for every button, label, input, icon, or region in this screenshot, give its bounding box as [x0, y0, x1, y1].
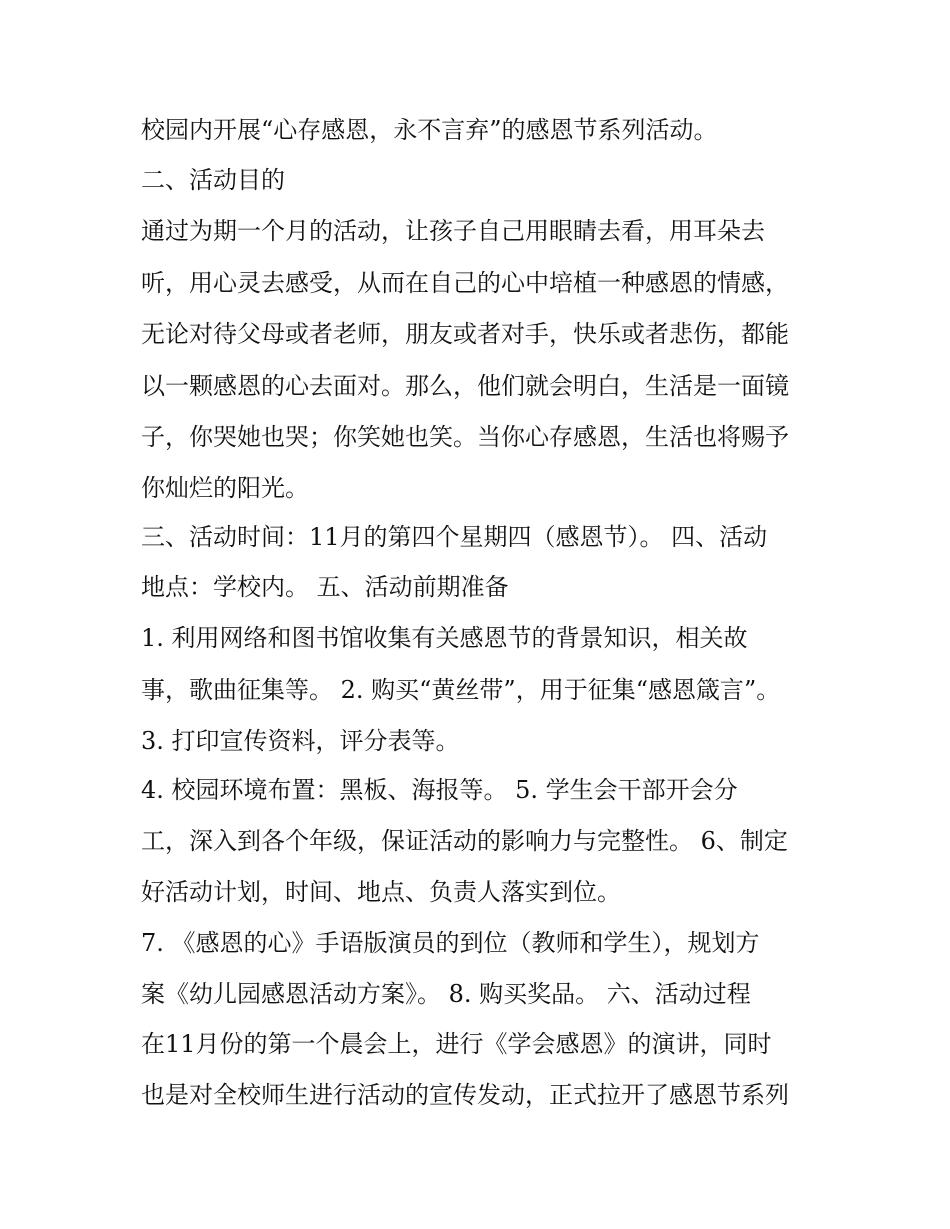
list-item: 4. 校园环境布置：黑板、海报等。 5. 学生会干部开会分 — [141, 776, 738, 804]
text-line: 案《幼儿园感恩活动方案》。 8. 购买奖品。 六、活动过程 — [141, 980, 751, 1008]
text-line: 通过为期一个月的活动，让孩子自己用眼睛去看，用耳朵去 — [141, 217, 765, 245]
text-line: 地点：学校内。 五、活动前期准备 — [141, 573, 509, 601]
text-line: 你灿烂的阳光。 — [141, 474, 309, 502]
text-line: 以一颗感恩的心去面对。那么，他们就会明白，生活是一面镜 — [141, 372, 789, 400]
text-line: 也是对全校师生进行活动的宣传发动，正式拉开了感恩节系列 — [141, 1081, 789, 1109]
list-item: 3. 打印宣传资料，评分表等。 — [141, 727, 460, 755]
text-line: 工，深入到各个年级，保证活动的影响力与完整性。 6、制定 — [141, 827, 788, 855]
text-line: 校园内开展“心存感恩，永不言弃”的感恩节系列活动。 — [141, 116, 718, 144]
text-line: 无论对待父母或者老师，朋友或者对手，快乐或者悲伤，都能 — [141, 320, 789, 348]
text-line: 子，你哭她也哭；你笑她也笑。当你心存感恩，生活也将赐予 — [141, 423, 789, 451]
text-line: 在11月份的第一个晨会上，进行《学会感恩》的演讲，同时 — [141, 1030, 772, 1058]
section-heading: 二、活动目的 — [141, 166, 285, 194]
list-item: 7. 《感恩的心》手语版演员的到位（教师和学生），规划方 — [141, 929, 760, 957]
text-line: 事，歌曲征集等。 2. 购买“黄丝带”，用于征集“感恩箴言”。 — [141, 676, 781, 704]
text-line: 三、活动时间：11月的第四个星期四（感恩节）。 四、活动 — [141, 523, 768, 551]
text-line: 好活动计划，时间、地点、负责人落实到位。 — [141, 878, 621, 906]
list-item: 1. 利用网络和图书馆收集有关感恩节的背景知识，相关故 — [141, 624, 748, 652]
text-line: 听，用心灵去感受，从而在自己的心中培植一种感恩的情感， — [141, 269, 789, 297]
